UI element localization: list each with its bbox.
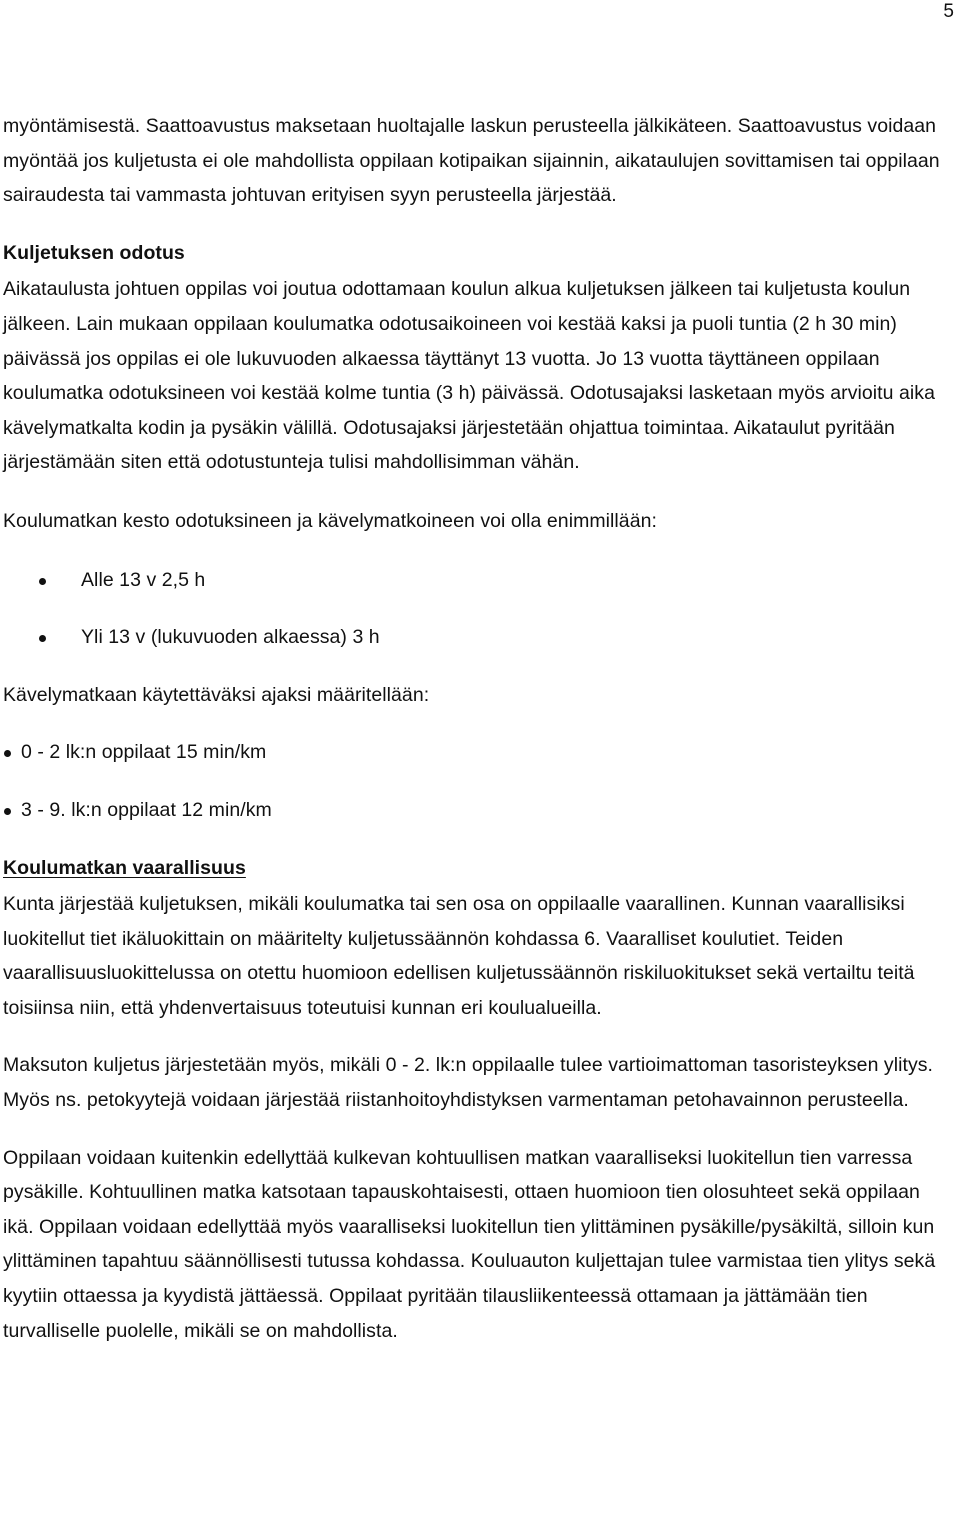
paragraph-maksuton-kuljetus: Maksuton kuljetus järjestetään myös, mikäli 0 - 2. lk:n oppilaalle tulee vartioimattoman tasoristeyksen ylitys. Myös ns. petokyytejä voidaan järjestää riistanhoitoyhdistyksen varmentaman petohavainnon perusteella. bbox=[3, 1054, 934, 1112]
bullet-icon bbox=[4, 808, 11, 815]
list-item: Alle 13 v 2,5 h bbox=[3, 563, 953, 598]
page-number: 5 bbox=[943, 1, 954, 22]
document-body bbox=[3, 109, 953, 1348]
list-walking-times bbox=[3, 735, 953, 827]
heading-kuljetuksen-odotus: Kuljetuksen odotus bbox=[3, 241, 185, 264]
list-max-durations bbox=[3, 563, 953, 655]
list-item: Yli 13 v (lukuvuoden alkaessa) 3 h bbox=[3, 620, 953, 655]
paragraph-vaarallisuus: Kunta järjestää kuljetuksen, mikäli koulumatka tai sen osa on oppilaalle vaarallinen. Kunnan vaarallisiksi luokitellut tiet ikäluokittain on määritelty kuljetussäännön kohdassa 6. Vaaralliset koulutiet. Teiden vaarallisuusluokittelussa on otettu huomioon edellisen kuljetussäännön riskiluokitukset sekä vertailtu teitä toisiinsa niin, että yhdenvertaisuus toteutuisi kunnan eri koulualueilla. bbox=[3, 893, 915, 1019]
paragraph-odotus: Aikataulusta johtuen oppilas voi joutua odottamaan koulun alkua kuljetuksen jälkeen tai kuljetusta koulun jälkeen. Lain mukaan oppilaan koulumatka odotusaikoineen voi kestää kaksi ja puoli tuntia (2 h 30 min) päivässä jos oppilas ei ole lukuvuoden alkaessa täyttänyt 13 vuotta. Jo 13 vuotta täyttäneen oppilaan koulumatka odotuksineen voi kestää kolme tuntia (3 h) päivässä. Odotusajaksi lasketaan myös arvioitu aika kävelymatkalta kodin ja pysäkin välillä. Odotusajaksi järjestetään ohjattua toimintaa. Aikataulut pyritään järjestämään siten että odotustunteja tulisi mahdollisimman vähän. bbox=[3, 278, 935, 474]
paragraph-saattoavustus: myöntämisestä. Saattoavustus maksetaan huoltajalle laskun perusteella jälkikäteen. Saattoavustus voidaan myöntää jos kuljetusta ei ole mahdollista oppilaan kotipaikan sijainnin, aikataulujen sovittamisen tai oppilaan sairaudesta tai vammasta johtuvan erityisen syyn perusteella järjestää. bbox=[3, 115, 940, 207]
bullet-icon bbox=[39, 635, 46, 642]
bullet-icon bbox=[39, 578, 46, 585]
paragraph-koulumatkan-kesto: Koulumatkan kesto odotuksineen ja kävelymatkoineen voi olla enimmillään: bbox=[3, 509, 657, 532]
list-item: 3 - 9. lk:n oppilaat 12 min/km bbox=[3, 793, 953, 828]
list-item: 0 - 2 lk:n oppilaat 15 min/km bbox=[3, 735, 953, 770]
bullet-icon bbox=[4, 750, 11, 757]
heading-koulumatkan-vaarallisuus: Koulumatkan vaarallisuus bbox=[3, 856, 246, 879]
paragraph-kavelymatka: Kävelymatkaan käytettäväksi ajaksi määritellään: bbox=[3, 683, 430, 706]
paragraph-pysakille: Oppilaan voidaan kuitenkin edellyttää kulkevan kohtuullisen matkan vaaralliseksi luokitellun tien varressa pysäkille. Kohtuullinen matka katsotaan tapauskohtaisesti, ottaen huomioon tien olosuhteet sekä oppilaan ikä. Oppilaan voidaan edellyttää myös vaaralliseksi luokitellun tien ylittäminen pysäkille/pysäkiltä, silloin kun ylittäminen tapahtuu säännöllisesti tutussa kohdassa. Kouluauton kuljettajan tulee varmistaa tien ylitys sekä kyytiin ottaessa ja kyydistä jättäessä. Oppilaat pyritään tilausliikenteessä ottamaan ja jättämään tien turvalliselle puolelle, mikäli se on mahdollista. bbox=[3, 1146, 936, 1342]
